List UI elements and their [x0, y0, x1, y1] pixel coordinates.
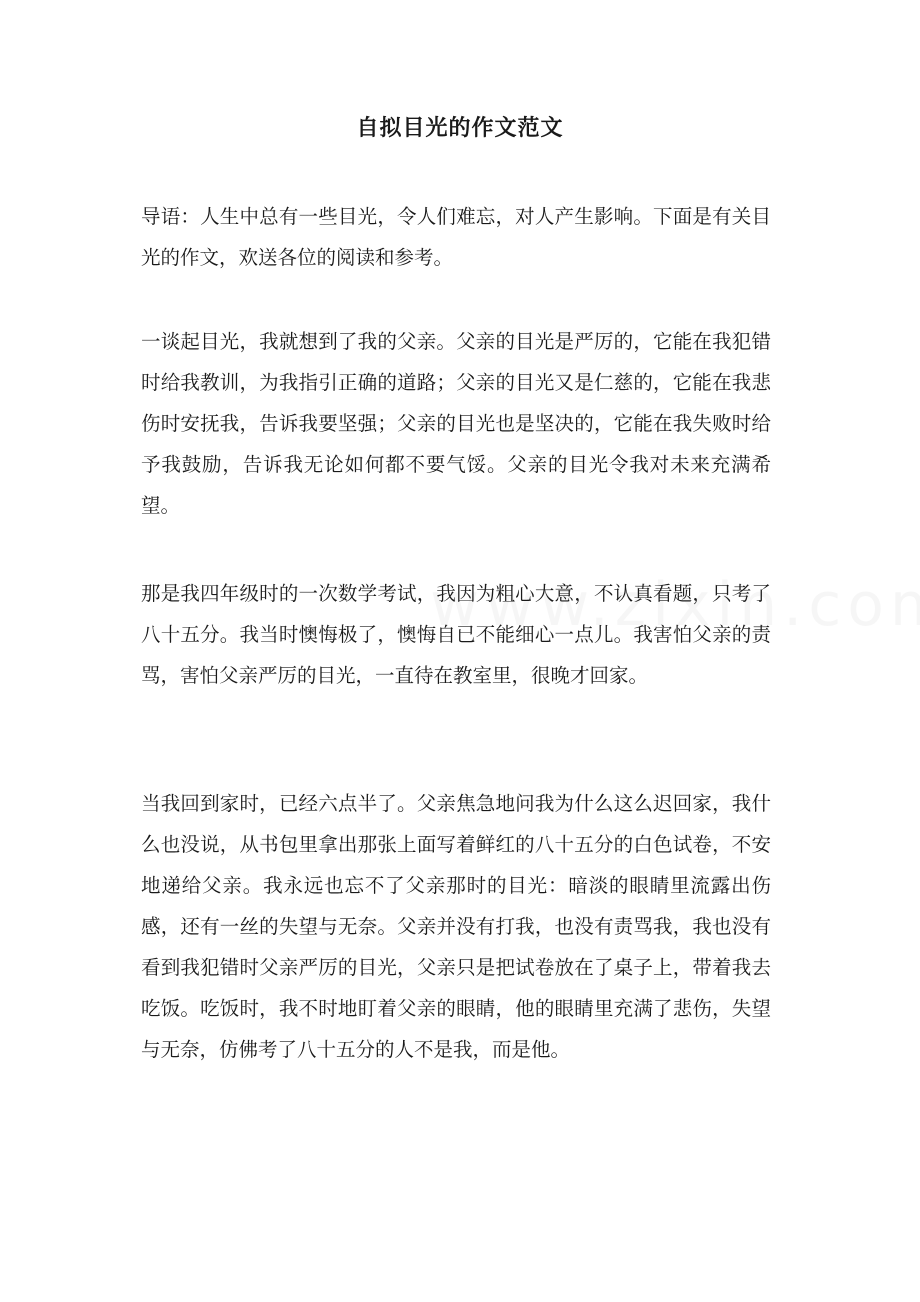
- document-title: 自拟目光的作文范文: [356, 115, 564, 141]
- paragraph-3: 当我回到家时，已经六点半了。父亲焦急地问我为什么这么迟回家，我什么也没说，从书包里拿出那张上面写着鲜红的八十五分的白色试卷，不安地递给父亲。我永远也忘不了父亲那时的目光：暗淡的眼睛里流露出伤感，还有一丝的失望与无奈。父亲并没有打我，也没有责骂我，我也没有看到我犯错时父亲严厉的目光，父亲只是把试卷放在了桌子上，带着我去吃饭。吃饭时，我不时地盯着父亲的眼睛，他的眼睛里充满了悲伤，失望与无奈，仿佛考了八十五分的人不是我，而是他。: [141, 792, 771, 1061]
- paragraph-2: 那是我四年级时的一次数学考试，我因为粗心大意，不认真看题，只考了八十五分。我当时懊悔极了，懊悔自已不能细心一点儿。我害怕父亲的责骂，害怕父亲严厉的目光，一直待在教室里，很晚才回家。: [141, 582, 771, 687]
- paragraph-1: 一谈起目光，我就想到了我的父亲。父亲的目光是严厉的，它能在我犯错时给我教训，为我指引正确的道路；父亲的目光又是仁慈的，它能在我悲伤时安抚我，告诉我要坚强；父亲的目光也是坚决的，它能在我失败时给予我鼓励，告诉我无论如何都不要气馁。父亲的目光令我对未来充满希望。: [141, 330, 771, 517]
- paragraph-intro: 导语：人生中总有一些目光，令人们难忘，对人产生影响。下面是有关目光的作文，欢送各位的阅读和参考。: [141, 205, 771, 269]
